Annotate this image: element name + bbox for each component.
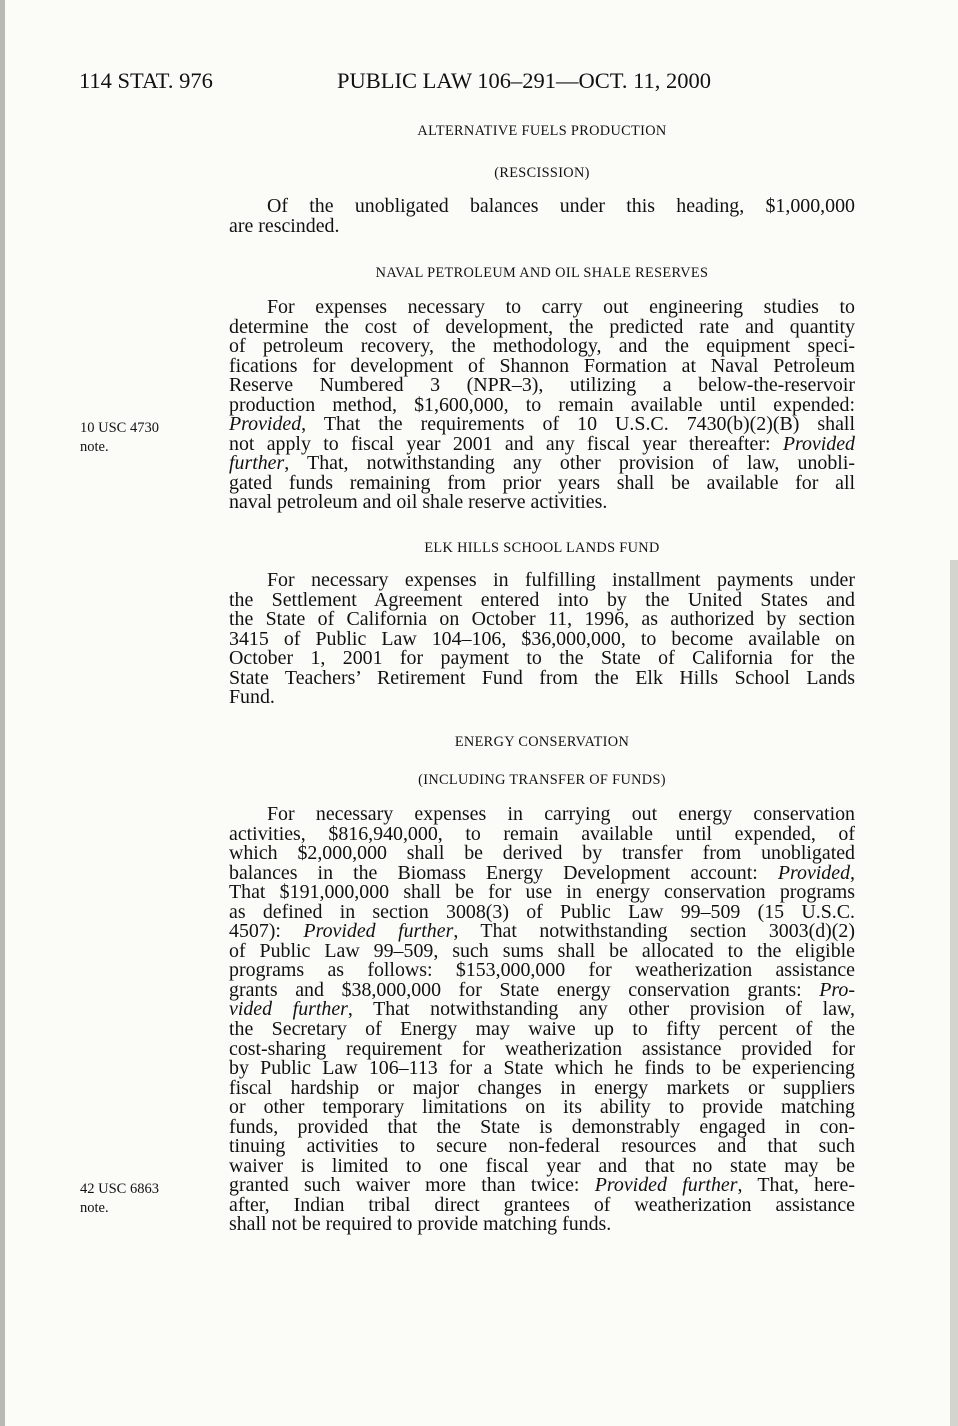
section-heading-alternative-fuels: ALTERNATIVE FUELS PRODUCTION (417, 123, 667, 139)
text-line: the State of California on October 11, 1996, as authorized by section (229, 608, 855, 631)
section-heading-elk-hills: ELK HILLS SCHOOL LANDS FUND (424, 540, 660, 556)
margin-note-line: note. (80, 439, 109, 455)
text-line: Reserve Numbered 3 (NPR–3), utilizing a below-the-reservoir (229, 374, 855, 397)
text-line: Of the unobligated balances under this heading, $1,000,000 (267, 195, 855, 217)
section-heading-naval-petroleum: NAVAL PETROLEUM AND OIL SHALE RESERVES (375, 265, 709, 281)
text-line: fiscal hardship or major changes in energy markets or suppliers (229, 1076, 855, 1099)
text-line: cost-sharing requirement for weatherization assistance provided for (229, 1037, 855, 1060)
text-line: are rescinded. (229, 214, 340, 237)
text-line: State Teachers’ Retirement Fund from the Elk Hills School Lands (229, 666, 855, 689)
paragraph-energy-conservation (229, 805, 855, 1235)
text-line: gated funds remaining from prior years shall be available for all (229, 471, 855, 494)
text-line: granted such waiver more than twice: Provided further, That, here- (229, 1174, 855, 1197)
text-line: the Settlement Agreement entered into by the United States and (229, 588, 855, 611)
text-line: further, That, notwithstanding any other provision of law, unobli- (229, 452, 855, 475)
text-line: programs as follows: $153,000,000 for weatherization assistance (229, 959, 855, 982)
section-subheading-transfer-of-funds: (INCLUDING TRANSFER OF FUNDS) (418, 772, 666, 788)
text-line: Fund. (229, 686, 275, 709)
text-line: balances in the Biomass Energy Development account: Provided, (229, 861, 855, 884)
paragraph-elk-hills (229, 571, 855, 708)
text-line: vided further, That notwithstanding any other provision of law, (229, 998, 855, 1021)
text-line: shall not be required to provide matching funds. (229, 1213, 612, 1236)
text-line: which $2,000,000 shall be derived by transfer from unobligated (229, 842, 855, 865)
margin-note-line: 42 USC 6863 (80, 1181, 159, 1197)
paragraph-alternative-fuels (229, 197, 855, 236)
text-line: For necessary expenses in carrying out energy conservation (267, 803, 855, 825)
text-line: 4507): Provided further, That notwithstanding section 3003(d)(2) (229, 920, 855, 943)
text-line: production method, $1,600,000, to remain available until expended: (229, 393, 855, 416)
text-line: after, Indian tribal direct grantees of weatherization assistance (229, 1193, 855, 1216)
text-line: For necessary expenses in fulfilling installment payments under (267, 569, 855, 591)
text-line: or other temporary limitations on its ability to provide matching (229, 1096, 855, 1119)
text-line: activities, $816,940,000, to remain available until expended, of (229, 822, 855, 845)
scan-edge-right (950, 560, 958, 1426)
text-line: That $191,000,000 shall be for use in energy conservation programs (229, 881, 855, 904)
text-line: by Public Law 106–113 for a State which he finds to be experiencing (229, 1057, 855, 1080)
margin-note-42-usc-6863 (80, 1180, 220, 1218)
section-subheading-rescission: (RESCISSION) (494, 165, 590, 181)
text-line: the Secretary of Energy may waive up to fifty percent of the (229, 1018, 855, 1041)
text-line: not apply to fiscal year 2001 and any fiscal year thereafter: Provided (229, 432, 855, 455)
text-line: fications for development of Shannon Formation at Naval Petroleum (229, 354, 855, 377)
text-line: October 1, 2001 for payment to the State of California for the (229, 647, 855, 670)
text-line: tinuing activities to secure non-federal resources and that such (229, 1135, 855, 1158)
margin-note-line: 10 USC 4730 (80, 420, 159, 436)
text-line: Provided, That the requirements of 10 U.S.C. 7430(b)(2)(B) shall (229, 413, 855, 436)
text-line: For expenses necessary to carry out engineering studies to (267, 296, 855, 318)
public-law-title: PUBLIC LAW 106–291—OCT. 11, 2000 (337, 68, 712, 93)
paragraph-naval-petroleum (229, 298, 855, 513)
text-line: 3415 of Public Law 104–106, $36,000,000, to become available on (229, 627, 855, 650)
margin-note-line: note. (80, 1200, 109, 1216)
text-line: determine the cost of development, the predicted rate and quantity (229, 315, 855, 338)
text-line: as defined in section 3008(3) of Public Law 99–509 (15 U.S.C. (229, 900, 855, 923)
section-heading-energy-conservation: ENERGY CONSERVATION (454, 734, 630, 750)
text-line: grants and $38,000,000 for State energy conservation grants: Pro- (229, 978, 855, 1001)
scan-edge-left (0, 0, 5, 1426)
stat-page-number: 114 STAT. 976 (79, 68, 213, 93)
margin-note-10-usc-4730 (80, 419, 220, 457)
text-line: waiver is limited to one fiscal year and that no state may be (229, 1154, 855, 1177)
text-line: of petroleum recovery, the methodology, and the equipment speci- (229, 335, 855, 358)
text-line: of Public Law 99–509, such sums shall be allocated to the eligible (229, 939, 855, 962)
text-line: funds, provided that the State is demonstrably engaged in con- (229, 1115, 855, 1138)
text-line: naval petroleum and oil shale reserve activities. (229, 491, 608, 514)
